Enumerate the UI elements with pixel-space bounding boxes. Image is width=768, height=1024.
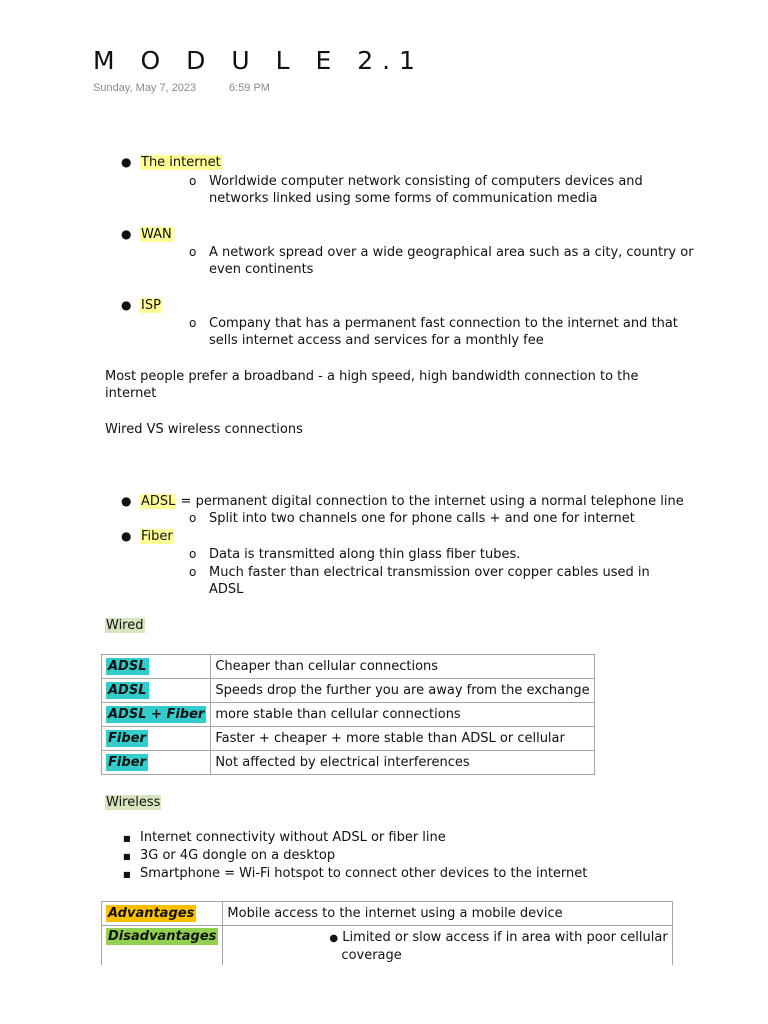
- row-desc: Faster + cheaper + more stable than ADSL or cellular: [211, 727, 594, 751]
- table-row: [102, 703, 595, 727]
- circle-bullet-icon: o: [189, 547, 197, 561]
- row-desc: more stable than cellular connections: [211, 703, 594, 727]
- row-desc: Cheaper than cellular connections: [211, 655, 594, 679]
- row-desc: Not affected by electrical interferences: [211, 751, 594, 775]
- bullet-dot-icon: ●: [329, 933, 339, 944]
- definition-line: Company that has a permanent fast connection to the internet and that: [209, 316, 678, 331]
- page-title: M O D U L E 2.1: [93, 46, 424, 75]
- term-adsl: ADSL: [141, 494, 176, 509]
- wireless-item: Internet connectivity without ADSL or fiber line: [140, 830, 446, 845]
- definition-line: sells internet access and services for a monthly fee: [209, 333, 544, 348]
- term-internet: The internet: [141, 155, 221, 170]
- circle-bullet-icon: o: [189, 316, 197, 330]
- page-time: 6:59 PM: [229, 82, 270, 94]
- definition-line: Worldwide computer network consisting of computers devices and: [209, 174, 643, 189]
- wireless-item: Smartphone = Wi-Fi hotspot to connect other devices to the internet: [140, 866, 588, 881]
- square-bullet-icon: ■: [123, 834, 131, 843]
- square-bullet-icon: ■: [123, 870, 131, 879]
- bullet-dot-icon: ●: [121, 155, 132, 169]
- advantages-tag: Advantages: [108, 906, 195, 921]
- row-tag: Fiber: [108, 731, 146, 746]
- square-bullet-icon: ■: [123, 852, 131, 861]
- row-tag: ADSL + Fiber: [108, 707, 205, 722]
- disadvantages-desc: coverage: [341, 948, 402, 963]
- table-row: [102, 902, 673, 926]
- paragraph-heading: Wired VS wireless connections: [105, 422, 303, 437]
- bullet-dot-icon: ●: [121, 494, 132, 508]
- row-tag: Fiber: [108, 755, 146, 770]
- bullet-dot-icon: ●: [121, 227, 132, 241]
- definition-line: networks linked using some forms of communication media: [209, 191, 598, 206]
- fiber-sub-line: Data is transmitted along thin glass fiber tubes.: [209, 547, 521, 562]
- adsl-definition: = permanent digital connection to the internet using a normal telephone line: [176, 494, 684, 509]
- row-tag: ADSL: [108, 659, 147, 674]
- disadvantages-desc: Limited or slow access if in area with poor cellular: [342, 930, 668, 945]
- definition-line: A network spread over a wide geographical area such as a city, country or: [209, 245, 694, 260]
- fiber-sub-line: Much faster than electrical transmission over copper cables used in: [209, 565, 650, 580]
- circle-bullet-icon: o: [189, 245, 197, 259]
- paragraph-line: Most people prefer a broadband - a high speed, high bandwidth connection to the: [105, 369, 639, 384]
- wireless-heading: Wireless: [106, 795, 161, 810]
- bullet-dot-icon: ●: [121, 529, 132, 543]
- row-tag: ADSL: [108, 683, 147, 698]
- term-wan: WAN: [141, 227, 172, 242]
- table-row: [102, 655, 595, 679]
- page-date: Sunday, May 7, 2023: [93, 82, 197, 94]
- wired-table: [101, 654, 595, 775]
- definition-line: even continents: [209, 262, 314, 277]
- bullet-dot-icon: ●: [121, 298, 132, 312]
- wireless-table: [101, 901, 673, 965]
- circle-bullet-icon: o: [189, 511, 197, 525]
- disadvantages-tag: Disadvantages: [108, 929, 217, 944]
- circle-bullet-icon: o: [189, 565, 197, 579]
- fiber-sub-line: ADSL: [209, 582, 244, 597]
- table-row: [102, 926, 673, 966]
- table-row: [102, 751, 595, 775]
- term-fiber: Fiber: [141, 529, 173, 544]
- wireless-item: 3G or 4G dongle on a desktop: [140, 848, 336, 863]
- table-row: [102, 679, 595, 703]
- paragraph-line: internet: [105, 386, 157, 401]
- row-desc: Speeds drop the further you are away from the exchange: [211, 679, 594, 703]
- adsl-sub-line: Split into two channels one for phone calls + and one for internet: [209, 511, 635, 526]
- circle-bullet-icon: o: [189, 174, 197, 188]
- wired-heading: Wired: [106, 618, 144, 633]
- table-row: [102, 727, 595, 751]
- advantages-desc: Mobile access to the internet using a mobile device: [223, 902, 672, 926]
- term-isp: ISP: [141, 298, 161, 313]
